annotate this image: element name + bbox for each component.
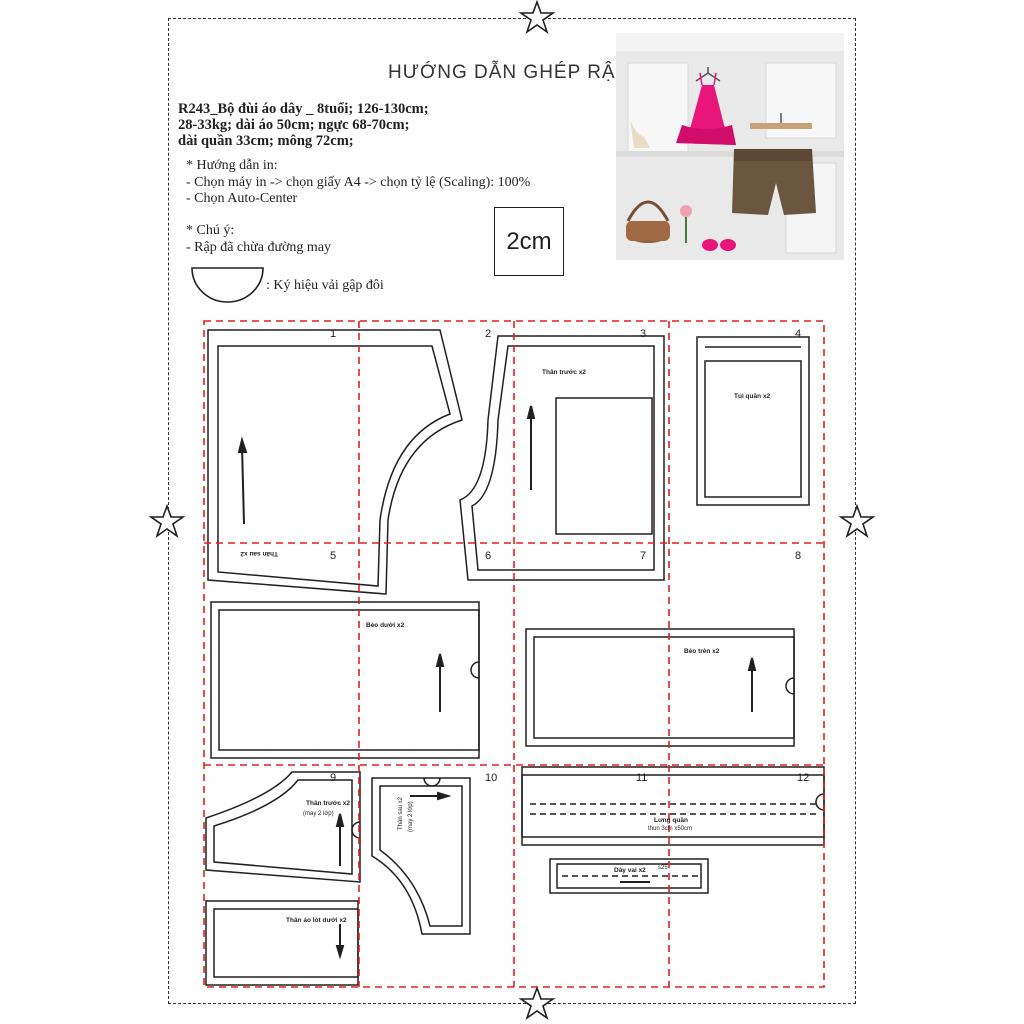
print-step-1: - Chọn máy in -> chọn giấy A4 -> chọn tỷ lệ (Scaling): 100% <box>186 174 531 190</box>
fold-legend-text: : Ký hiệu vải gập đôi <box>266 278 384 293</box>
product-line-3: dài quần 33cm; mông 72cm; <box>178 133 354 149</box>
piece-label-back-shorts: Thân sau x2 <box>240 550 278 557</box>
page-number: 2 <box>485 328 492 340</box>
page-number: 10 <box>485 772 498 784</box>
scale-label: 2cm <box>506 227 552 255</box>
piece-waistband <box>522 767 824 845</box>
piece-label-top-lining: Thân áo lót dưới x2 <box>286 917 347 924</box>
piece-label-upper-ruffle: Bèo trên x2 <box>684 648 720 655</box>
piece-label-pocket: Túi quần x2 <box>734 393 771 400</box>
page-title: HƯỚNG DẪN GHÉP RẬ <box>388 62 616 83</box>
product-line-1: R243_Bộ đùi áo dây _ 8tuổi; 126-130cm; <box>178 101 429 117</box>
page-number: 3 <box>640 328 647 340</box>
page-number: 4 <box>795 328 802 340</box>
piece-label-lower-ruffle: Bèo dưới x2 <box>366 622 405 629</box>
piece-pocket <box>697 337 809 505</box>
piece-label-waistband: Lưng quần <box>654 817 688 824</box>
piece-note-waistband: thun 3cm x50cm <box>648 826 693 832</box>
print-heading: * Hướng dẫn in: <box>186 158 278 173</box>
page-number: 8 <box>795 550 802 562</box>
page-number: 9 <box>330 772 337 784</box>
piece-lower-ruffle <box>211 602 479 758</box>
size-tag: s25 <box>658 865 668 871</box>
page-number: 7 <box>640 550 647 562</box>
piece-label-strap: Dây vai x2 <box>614 867 646 874</box>
piece-label-top-front: Thân trước x2 <box>306 800 351 807</box>
product-line-2: 28-33kg; dài áo 50cm; ngực 68-70cm; <box>178 117 410 133</box>
notes-item-1: - Rập đã chừa đường may <box>186 239 332 255</box>
notes-heading: * Chú ý: <box>186 223 235 238</box>
piece-top-lining <box>206 901 358 985</box>
page-number: 11 <box>636 772 648 784</box>
page-number: 1 <box>330 328 337 340</box>
page-number: 12 <box>797 772 810 784</box>
piece-label-top-back: Thân sau x2 <box>398 796 404 830</box>
page-number: 5 <box>330 550 337 562</box>
print-step-2: - Chọn Auto-Center <box>186 191 298 206</box>
piece-upper-ruffle <box>526 629 794 746</box>
piece-label-front-shorts: Thân trước x2 <box>542 369 587 376</box>
piece-note-top-front: (may 2 lớp) <box>303 811 334 817</box>
piece-note-top-back: (may 2 lớp) <box>408 801 414 832</box>
page-number: 6 <box>485 550 492 562</box>
